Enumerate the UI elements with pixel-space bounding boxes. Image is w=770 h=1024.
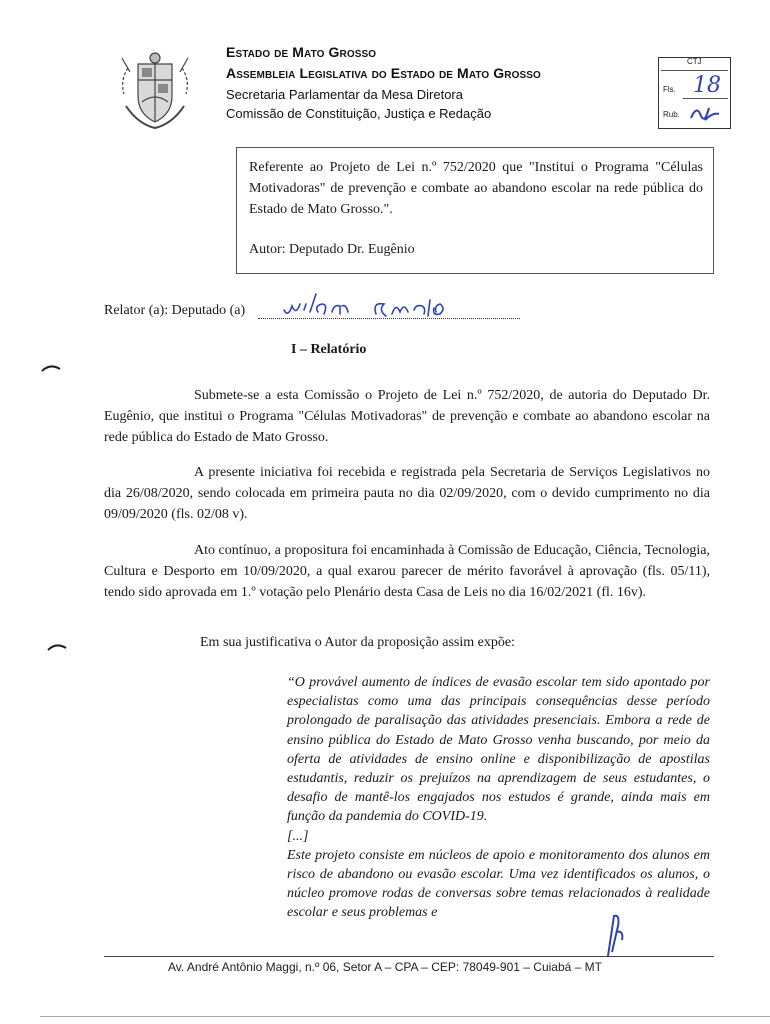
paragraph-registration: A presente iniciativa foi recebida e registrada pela Secretaria de Serviços Legislativos no dia 26/08/2020, sendo colocada em primeira pauta no dia 02/09/2020, com o devido cumprimento no dia 09/09/2020 (fls. 02/08 v). (104, 465, 710, 522)
quote-ellipsis: [...] (287, 828, 309, 844)
header-secretariat: Secretaria Parlamentar da Mesa Diretora (226, 87, 463, 102)
paragraph-committee: Ato contínuo, a propositura foi encaminhada à Comissão de Educação, Ciência, Tecnologia, Cultura e Desporto em 10/09/2020, a qual exarou parecer de mérito favorável à aprovação (fls. 05/11), tendo sido aprovada em 1.º votação pelo Plenário desta Casa de Leis no dia 16/02/2021 (fl. 16v). (104, 543, 710, 600)
footer-address: Av. André Antônio Maggi, n.º 06, Setor A – CPA – CEP: 78049-901 – Cuiabá – MT (168, 960, 602, 974)
margin-mark-icon (40, 363, 62, 373)
section-title: I – Relatório (291, 342, 367, 357)
reference-author: Autor: Deputado Dr. Eugênio (249, 242, 415, 257)
footer-divider (104, 956, 714, 957)
quote-part-1: “O provável aumento de índices de evasão escolar tem sido apontado por especialistas como uma das principais consequências desse período prolongado de paralisação das atividades presenciais. Embora a rede de ensino pública do Estado de Mato Grosso venha buscando, por meio da oferta de atividades de ensino online e disponibilização de apostilas estudantis, reduzir os prejuízos na aprendizagem de seus estudantes, o desafio de mantê-los engajados nos estudos é grande, ainda mais em função da pandemia do COVID-19. (287, 675, 710, 825)
header-assembly-name: Assembleia Legislativa do Estado de Mato Grosso (226, 65, 541, 81)
initials-signature-icon (685, 102, 725, 124)
paragraph-submission: Submete-se a esta Comissão o Projeto de Lei n.º 752/2020, de autoria do Deputado Dr. Eugênio, que institui o Programa "Células Motivadoras" de prevenção e combate ao abandono escolar na rede pública do Estado de Mato Grosso. (104, 388, 710, 445)
stamp-title: CTJ (687, 57, 702, 66)
paragraph-justification-intro: Em sua justificativa o Autor da proposição assim expõe: (200, 635, 515, 650)
header-commission: Comissão de Constituição, Justiça e Redação (226, 106, 492, 121)
state-coat-of-arms-icon (118, 50, 192, 132)
reference-box (236, 147, 714, 274)
stamp-page-number: 18 (693, 73, 721, 98)
justification-quote (287, 673, 710, 923)
stamp-fls-label: Fls. (663, 85, 676, 94)
margin-mark-icon (46, 642, 68, 652)
stamp-rub-label: Rub. (663, 110, 680, 119)
reference-text: Referente ao Projeto de Lei n.º 752/2020 que "Institui o Programa "Células Motivadoras" de prevenção e combate ao abandono escolar na rede pública do Estado de Mato Grosso.". (249, 160, 703, 217)
quote-part-2: Este projeto consiste em núcleos de apoio e monitoramento dos alunos em risco de abandono ou evasão escolar. Uma vez identificados os alunos, o núcleo promove rodas de conversas sobre temas relacionados à realidade escolar e seus problemas e (287, 847, 710, 921)
rubric-scribble-icon (600, 912, 630, 958)
page-stamp (658, 57, 731, 129)
page-bottom-edge (40, 1016, 770, 1017)
header-state-name: Estado de Mato Grosso (226, 44, 377, 60)
relator-label: Relator (a): Deputado (a) (104, 303, 246, 318)
relator-handwritten-signature (280, 290, 480, 322)
